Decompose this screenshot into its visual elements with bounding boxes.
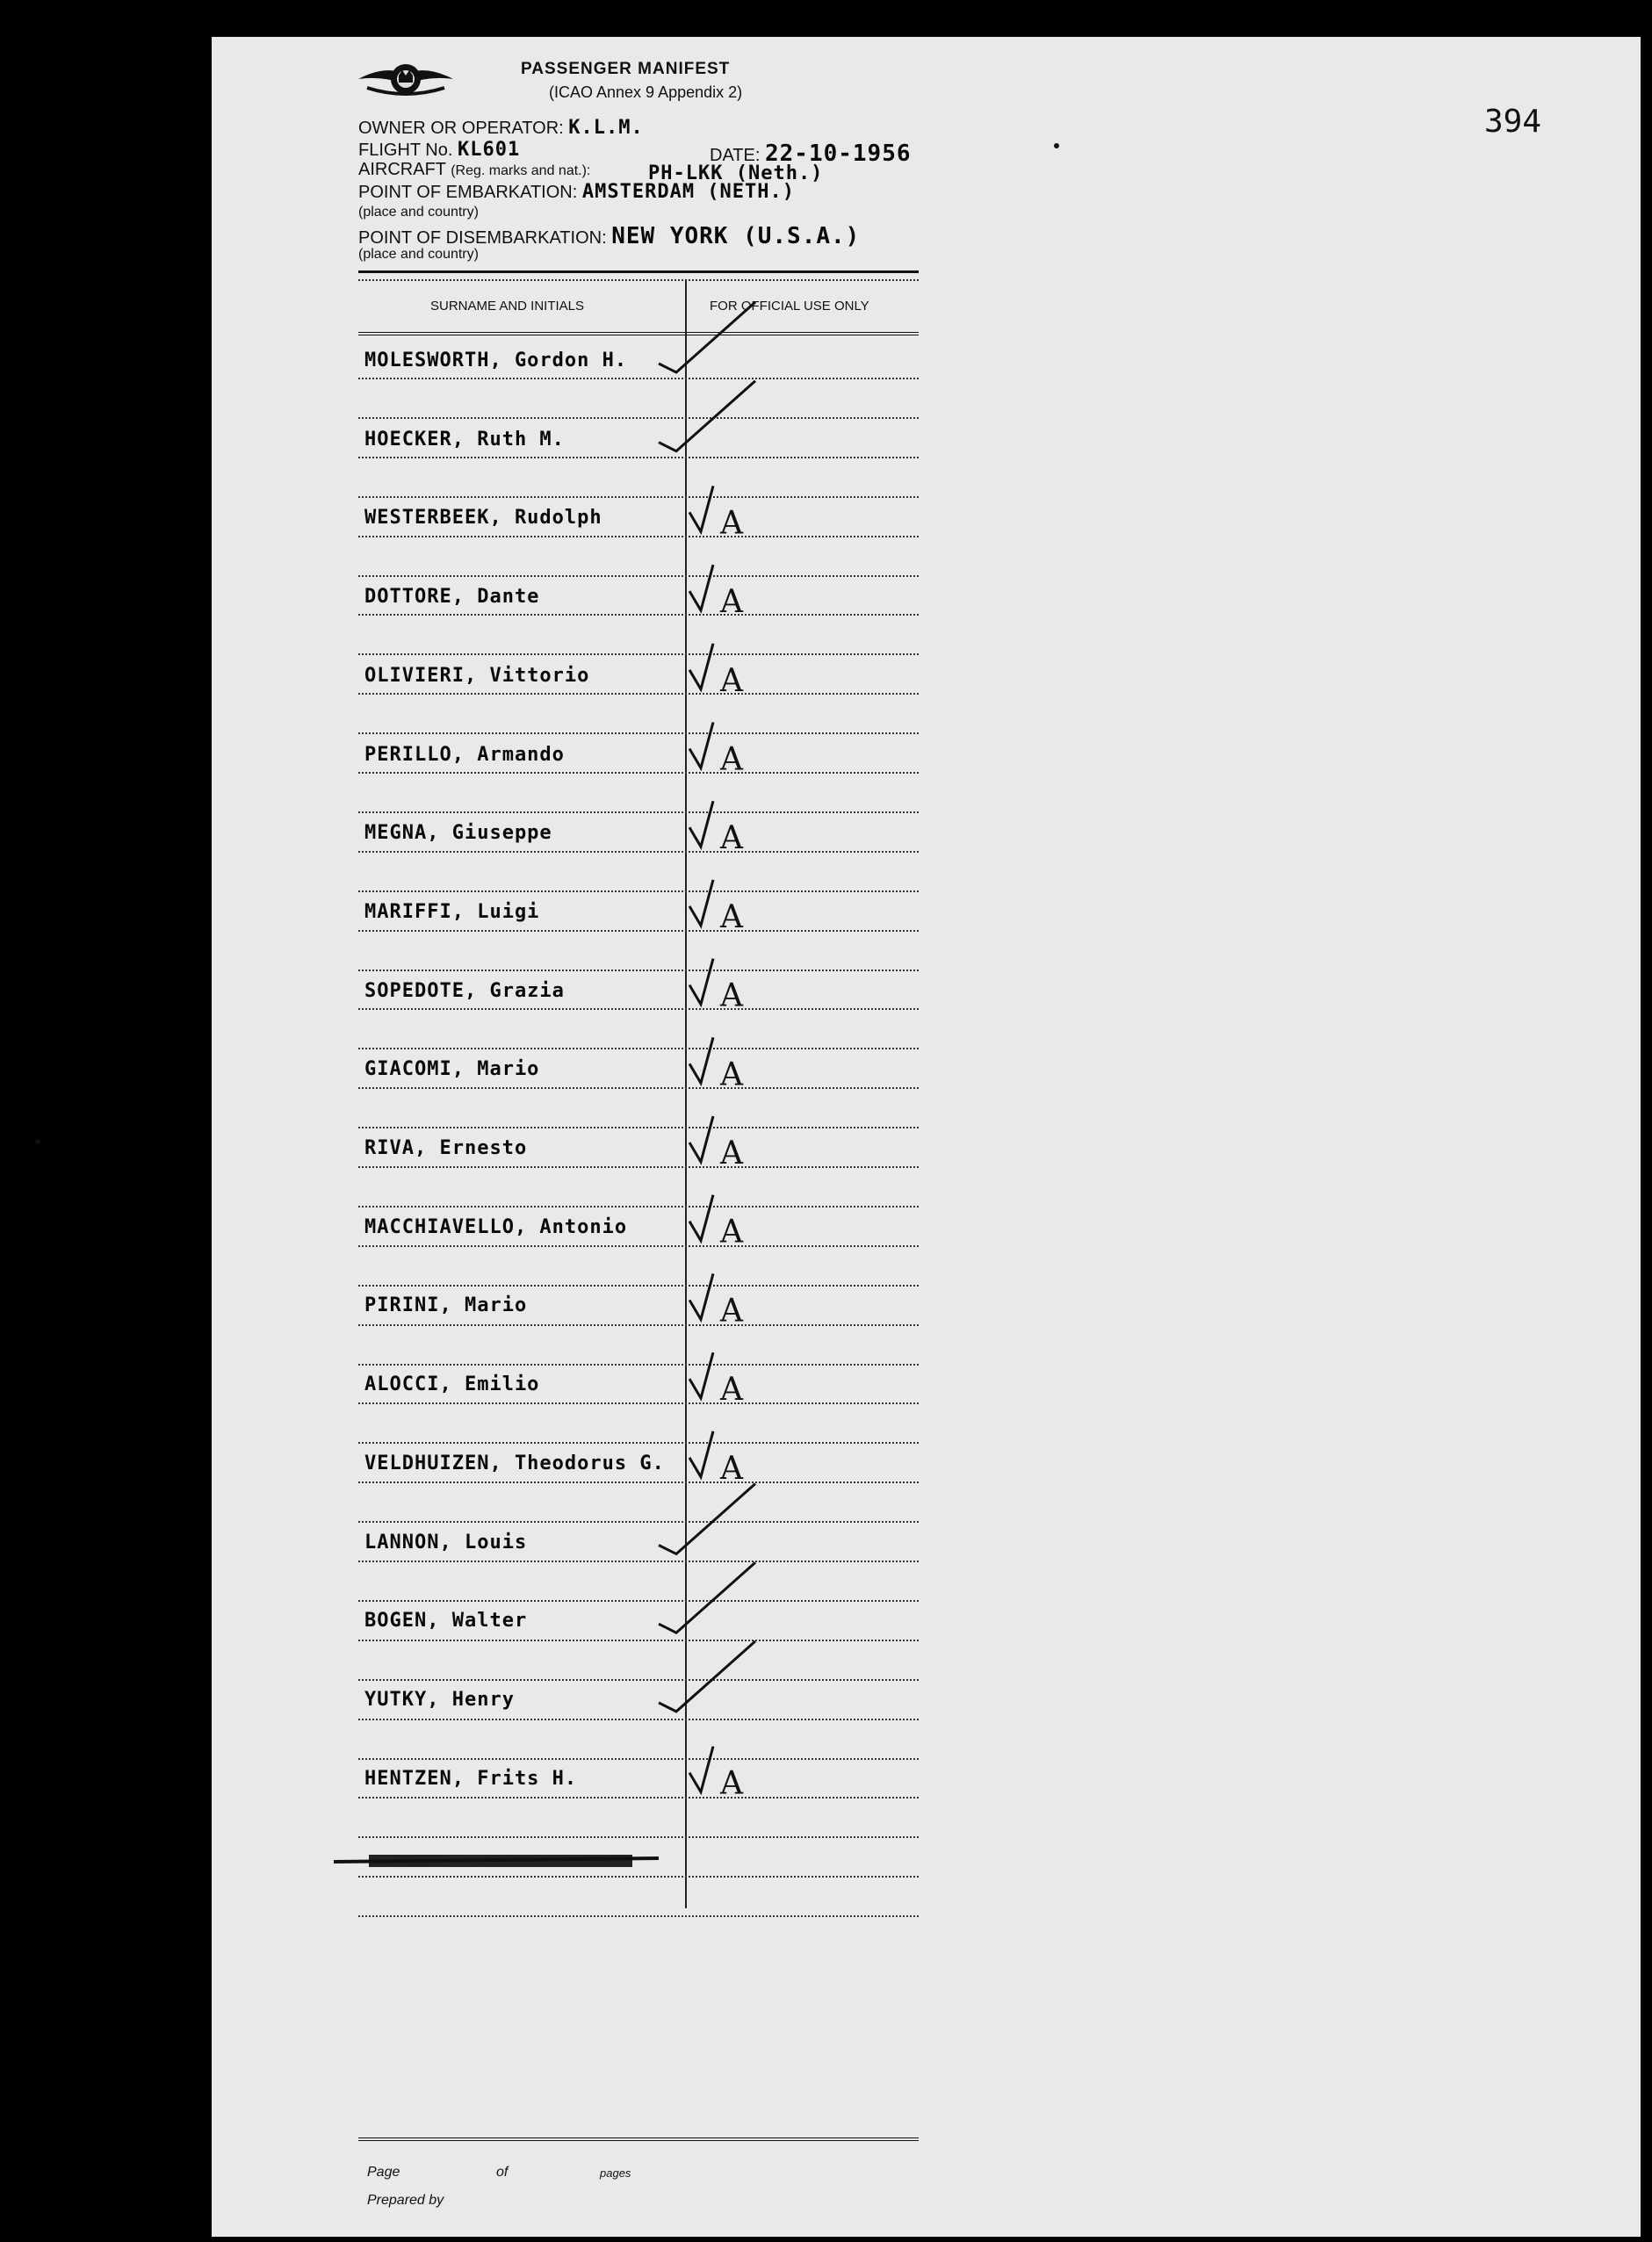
passenger-name: PERILLO, Armando <box>364 743 565 766</box>
passenger-name: HENTZEN, Frits H. <box>364 1767 578 1790</box>
passenger-name: WESTERBEEK, Rudolph <box>364 507 602 530</box>
date-label: DATE: <box>710 146 761 165</box>
check-mark <box>689 880 713 926</box>
embark-note: (place and country) <box>358 205 479 220</box>
flight-value: KL601 <box>458 139 521 161</box>
disembark-label: POINT OF DISEMBARKATION: <box>358 228 607 248</box>
check-mark <box>689 1352 713 1398</box>
embark-value: AMSTERDAM (NETH.) <box>581 181 796 203</box>
passenger-name: YUTKY, Henry <box>364 1688 515 1711</box>
ink-dot <box>35 1139 40 1144</box>
col-official-header: FOR OFFICIAL USE ONLY <box>710 299 869 314</box>
embark-label: POINT OF EMBARKATION: <box>358 183 578 202</box>
manifest-subtitle: (ICAO Annex 9 Appendix 2) <box>549 83 743 101</box>
passenger-name: RIVA, Ernesto <box>364 1137 528 1159</box>
official-mark: A <box>720 505 743 542</box>
check-mark <box>689 644 713 689</box>
aircraft-row <box>358 160 590 180</box>
row-rule <box>358 1876 919 1878</box>
passenger-name: PIRINI, Mario <box>364 1294 528 1317</box>
aircraft-value: PH-LKK (Neth.) <box>648 162 824 184</box>
check-mark <box>689 1037 713 1083</box>
passenger-name: MARIFFI, Luigi <box>364 900 540 923</box>
disembark-note: (place and country) <box>358 247 479 262</box>
check-mark <box>689 1116 713 1162</box>
official-mark: A <box>720 584 743 621</box>
official-mark: A <box>720 820 743 857</box>
footer-page-label: Page <box>367 2165 400 2180</box>
aircraft-note: (Reg. marks and nat.): <box>451 163 591 178</box>
passenger-name: BOGEN, Walter <box>364 1610 528 1633</box>
passenger-name: OLIVIERI, Vittorio <box>364 664 590 687</box>
passenger-name: DOTTORE, Dante <box>364 586 540 609</box>
aircraft-label: AIRCRAFT <box>358 160 446 179</box>
official-mark: A <box>720 1214 743 1251</box>
footer-of-label: of <box>496 2165 509 2180</box>
embark-row <box>358 181 795 203</box>
check-mark <box>689 801 713 847</box>
official-mark: A <box>720 1056 743 1093</box>
passenger-name: MOLESWORTH, Gordon H. <box>364 350 628 371</box>
official-mark: A <box>720 898 743 935</box>
flight-label: FLIGHT No. <box>358 141 453 160</box>
passenger-name: MACCHIAVELLO, Antonio <box>364 1215 628 1238</box>
official-mark: A <box>720 1450 743 1487</box>
passenger-name: SOPEDOTE, Grazia <box>364 979 565 1002</box>
official-mark: A <box>720 1372 743 1409</box>
passenger-name: VELDHUIZEN, Theodorus G. <box>364 1452 665 1474</box>
passenger-name: ALOCCI, Emilio <box>364 1373 540 1396</box>
check-mark <box>689 1431 713 1477</box>
check-mark <box>689 1195 713 1241</box>
date-value: 22-10-1956 <box>764 141 912 167</box>
struck-out-entry <box>334 1849 659 1871</box>
passenger-name: MEGNA, Giuseppe <box>364 822 552 845</box>
klm-crown-logo <box>358 49 453 109</box>
footer-pages-label: pages <box>600 2166 631 2180</box>
official-mark: A <box>720 1293 743 1330</box>
check-mark <box>689 565 713 610</box>
passenger-name: HOECKER, Ruth M. <box>364 428 565 451</box>
ink-dot <box>1054 143 1059 148</box>
check-mark <box>689 1273 713 1319</box>
footer-prepared-label: Prepared by <box>367 2193 444 2208</box>
check-mark <box>689 1747 713 1792</box>
disembark-value: NEW YORK (U.S.A.) <box>611 223 861 249</box>
check-mark <box>689 723 713 768</box>
col-surname-header: SURNAME AND INITIALS <box>430 299 585 314</box>
official-marks <box>685 263 861 1844</box>
official-mark: A <box>720 662 743 699</box>
row-rule <box>358 1915 919 1917</box>
owner-value: K.L.M. <box>568 117 644 139</box>
disembark-row <box>358 223 860 249</box>
official-mark: A <box>720 977 743 1014</box>
owner-label: OWNER OR OPERATOR: <box>358 119 564 138</box>
flight-row <box>358 139 520 161</box>
footer-rule <box>358 2137 919 2141</box>
official-mark: A <box>720 1765 743 1802</box>
passenger-name: GIACOMI, Mario <box>364 1058 540 1081</box>
check-mark <box>689 486 713 531</box>
owner-row <box>358 117 644 139</box>
official-mark: A <box>720 1135 743 1171</box>
passenger-name: LANNON, Louis <box>364 1531 528 1554</box>
page-number-stamp: 394 <box>1484 104 1542 140</box>
manifest-title: PASSENGER MANIFEST <box>521 60 731 78</box>
check-mark <box>689 959 713 1005</box>
official-mark: A <box>720 741 743 778</box>
